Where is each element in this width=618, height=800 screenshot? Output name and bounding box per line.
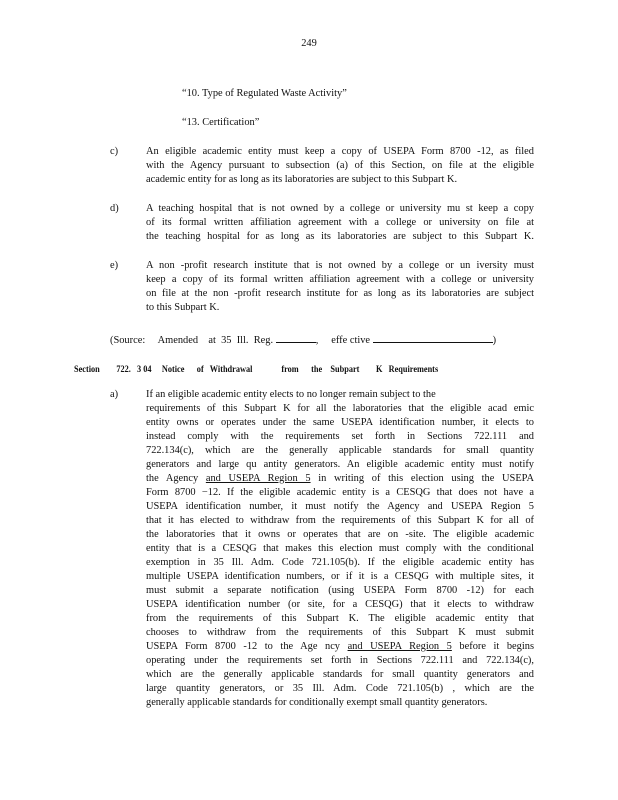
source-effective: effe ctive xyxy=(331,335,371,346)
text-run: before it begins xyxy=(451,641,534,652)
text-run: generally applicable standards for conditionally exempt small quantity generators. xyxy=(146,697,488,708)
text-run: instead comply with the requirements set forth in Sections 722.111 and xyxy=(146,431,534,442)
text-run: USEPA identification number (or site, for a CESQG) that it elects to withdraw xyxy=(146,599,534,610)
text-run: must submit a separate notification (using USEPA Form 8700 -12) for each xyxy=(146,585,534,596)
text-run: operating under the requirements set forth in Sections 722.111 and 722.134(c), xyxy=(146,655,534,666)
paragraph-a-line xyxy=(146,528,534,542)
text-run: entity owns or operates under the same USEPA identification number, it elects to xyxy=(146,417,534,428)
text-run: If an eligible academic entity elects to no longer remain subject to the xyxy=(146,389,436,400)
paragraph-a-line xyxy=(146,388,534,402)
paragraph-a-line xyxy=(146,514,534,528)
paragraph-c-line: academic entity for as long as its laboratories are subject to this Subpart K. xyxy=(146,174,458,185)
paragraph-d-line: A teaching hospital that is not owned by a college or university mu st keep a copy xyxy=(146,203,534,214)
text-run: 722.134(c), which are the generally applicable standards for small quantity xyxy=(146,445,534,456)
paragraph-label-c: c) xyxy=(110,146,119,157)
paragraph-e xyxy=(146,259,534,315)
paragraph-e-line: to this Subpart K. xyxy=(146,302,220,313)
text-run: the laboratories that it owns or operates that are on -site. The eligible academic xyxy=(146,529,534,540)
paragraph-d-line: of its formal written affiliation agreement with a college or university on file at xyxy=(146,217,534,228)
paragraph-a-line xyxy=(146,542,534,556)
paragraph-label-e: e) xyxy=(110,260,119,271)
paragraph-a-line xyxy=(146,486,534,500)
source-open: (Source: xyxy=(110,335,146,346)
paragraph-a-line xyxy=(146,444,534,458)
underlined-insertion: and USEPA Region 5 xyxy=(205,473,311,484)
paragraph-c xyxy=(146,145,534,187)
paragraph-a-line xyxy=(146,570,534,584)
paragraph-e-line: A non -profit research institute that is not owned by a college or un iversity must xyxy=(146,260,534,271)
effective-date-blank xyxy=(373,332,493,343)
text-run: in writing of this election using the USEPA xyxy=(310,473,535,484)
text-run: which are the generally applicable standards for small quantity generators and xyxy=(146,669,534,680)
paragraph-a-line xyxy=(146,556,534,570)
paragraph-label-a: a) xyxy=(110,389,119,400)
text-run: from the requirements of this Subpart K. The eligible academic entity that xyxy=(146,613,534,624)
paragraph-d xyxy=(146,202,534,244)
text-run: exemption in 35 Ill. Adm. Code 721.105(b). If the eligible academic entity has xyxy=(146,557,534,568)
paragraph-a-line xyxy=(146,472,534,486)
page-number: 249 xyxy=(301,38,317,49)
paragraph-a-line xyxy=(146,430,534,444)
paragraph-a-line xyxy=(146,668,534,682)
text-run: large quantity generators, or 35 Ill. Adm. Code 721.105(b) , which are the xyxy=(146,683,534,694)
quote-line-13: “13. Certification” xyxy=(182,117,260,128)
register-volume-blank xyxy=(276,332,316,343)
source-amended: Amended xyxy=(157,335,199,346)
section-title: Notice of Withdrawal from the Subpart K Requirements xyxy=(161,364,439,374)
paragraph-a-line xyxy=(146,402,534,416)
section-label: Section xyxy=(74,364,100,374)
paragraph-a-line xyxy=(146,640,534,654)
paragraph-c-line: with the Agency pursuant to subsection (a) of this Section, on file at the eligible xyxy=(146,160,534,171)
paragraph-c-line: An eligible academic entity must keep a copy of USEPA Form 8700 -12, as filed xyxy=(146,146,534,157)
text-run: multiple USEPA identification numbers, or if it is a CESQG with multiple sites, it xyxy=(146,571,534,582)
underlined-insertion: and USEPA Region 5 xyxy=(347,641,452,652)
paragraph-a-line xyxy=(146,626,534,640)
paragraph-a-line xyxy=(146,416,534,430)
paragraph-a-line xyxy=(146,612,534,626)
source-register: at 35 Ill. Reg. xyxy=(208,335,274,346)
source-close: ) xyxy=(492,335,497,346)
text-run: Form 8700 −12. If the eligible academic entity is a CESQG that does not have a xyxy=(146,487,534,498)
paragraph-a-line xyxy=(146,654,534,668)
text-run: that it has elected to withdraw from the requirements of this Subpart K for all of xyxy=(146,515,534,526)
paragraph-a xyxy=(146,388,534,710)
text-run: USEPA Form 8700 -12 to the Age ncy xyxy=(146,641,348,652)
quote-line-10: “10. Type of Regulated Waste Activity” xyxy=(182,88,347,99)
paragraph-a-line xyxy=(146,696,534,710)
paragraph-a-line xyxy=(146,458,534,472)
text-run: generators and large qu antity generators. An eligible academic entity must notify xyxy=(146,459,534,470)
text-run: the Agency xyxy=(146,473,206,484)
paragraph-label-d: d) xyxy=(110,203,119,214)
text-run: requirements of this Subpart K for all the laboratories that the eligible acad emic xyxy=(146,403,534,414)
paragraph-e-line: keep a copy of its formal written affiliation agreement with a college or university xyxy=(146,274,534,285)
source-note xyxy=(110,332,496,348)
paragraph-e-line: on file at the non -profit research institute for as long as its laboratories are subject xyxy=(146,288,534,299)
paragraph-a-line xyxy=(146,682,534,696)
paragraph-a-line xyxy=(146,584,534,598)
paragraph-a-line xyxy=(146,598,534,612)
paragraph-d-line: the teaching hospital for as long as its laboratories are subject to this Subpart K. xyxy=(146,231,534,242)
section-heading xyxy=(74,362,497,376)
text-run: USEPA identification number, it must notify the Agency and USEPA Region 5 xyxy=(146,501,534,512)
text-run: entity that is a CESQG that makes this election must comply with the conditional xyxy=(146,543,534,554)
paragraph-a-line xyxy=(146,500,534,514)
text-run: chooses to withdraw from the requirements of this Subpart K must submit xyxy=(146,627,534,638)
section-number: 722. 3 04 xyxy=(116,364,152,374)
source-comma: , xyxy=(315,335,319,346)
